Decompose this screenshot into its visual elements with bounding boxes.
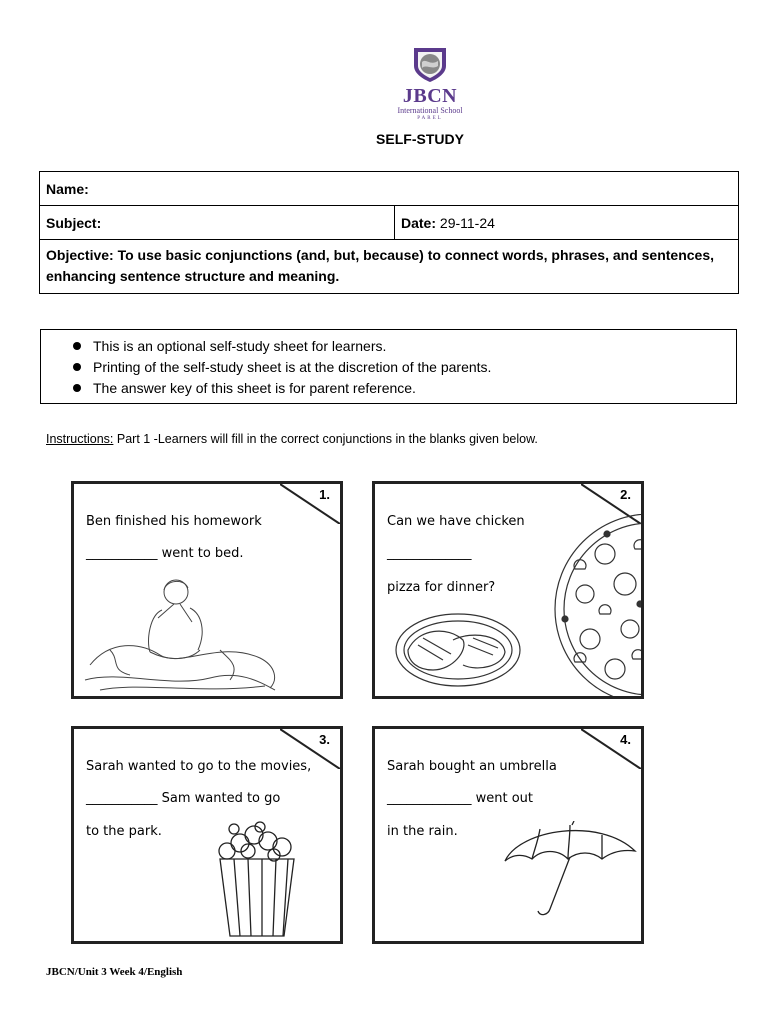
card-line: in the rain. — [387, 824, 458, 839]
name-label: Name: — [46, 180, 89, 197]
note-item: This is an optional self-study sheet for learners. — [93, 336, 736, 357]
subject-cell[interactable] — [40, 206, 395, 240]
name-cell[interactable] — [40, 172, 739, 206]
notes-box — [40, 329, 737, 404]
objective-label: Objective: — [46, 247, 114, 263]
chicken-plate-icon — [393, 610, 523, 688]
umbrella-icon — [500, 821, 640, 921]
exercise-card-3 — [71, 726, 343, 944]
card-line: Can we have chicken — [387, 514, 525, 529]
card-blank-line[interactable]: ___________ went to bed. — [86, 546, 244, 561]
logo-campus: PAREL — [417, 116, 443, 121]
page-title: SELF-STUDY — [376, 131, 464, 147]
popcorn-icon — [212, 821, 302, 939]
card-line: to the park. — [86, 824, 162, 839]
bullet-icon — [73, 384, 81, 392]
card-number: 4. — [620, 732, 631, 747]
card-line: Ben finished his homework — [86, 514, 262, 529]
bullet-icon — [73, 363, 81, 371]
card-number: 2. — [620, 487, 631, 502]
card-blank-line[interactable]: _____________ — [387, 546, 472, 561]
school-logo — [380, 44, 480, 134]
corner-flag-icon — [280, 484, 340, 524]
card-number: 3. — [319, 732, 330, 747]
date-value: 29-11-24 — [439, 214, 495, 231]
objective-cell — [40, 240, 739, 294]
exercise-card-4 — [372, 726, 644, 944]
note-item: Printing of the self-study sheet is at the discretion of the parents. — [93, 357, 736, 378]
bullet-icon — [73, 342, 81, 350]
student-info-table — [39, 171, 739, 294]
card-line: Sarah bought an umbrella — [387, 759, 557, 774]
objective-text: To use basic conjunctions (and, but, because) to connect words, phrases, and sentences, enhancing sentence structure and meaning. — [46, 247, 715, 284]
date-cell — [395, 206, 739, 240]
logo-brand: JBCN — [402, 85, 458, 107]
exercise-card-2 — [372, 481, 644, 699]
card-number: 1. — [319, 487, 330, 502]
card-line: Sarah wanted to go to the movies, — [86, 759, 312, 774]
crest-icon — [410, 44, 450, 84]
instructions-label: Instructions: — [46, 432, 114, 446]
pizza-icon — [545, 514, 644, 699]
corner-flag-icon — [581, 729, 641, 769]
subject-label: Subject: — [46, 214, 102, 231]
instructions-text: Part 1 -Learners will fill in the correct conjunctions in the blanks given below. — [113, 432, 538, 446]
instructions — [46, 432, 538, 446]
note-item: The answer key of this sheet is for parent reference. — [93, 378, 736, 399]
card-blank-line[interactable]: ___________ Sam wanted to go — [86, 791, 281, 806]
card-blank-line[interactable]: _____________ went out — [387, 791, 534, 806]
card-line: pizza for dinner? — [387, 580, 496, 595]
boy-in-bed-icon — [80, 570, 280, 695]
exercise-card-1 — [71, 481, 343, 699]
date-label: Date: — [401, 214, 437, 231]
logo-subtitle: International School — [397, 106, 463, 115]
footer: JBCN/Unit 3 Week 4/English — [46, 966, 183, 978]
